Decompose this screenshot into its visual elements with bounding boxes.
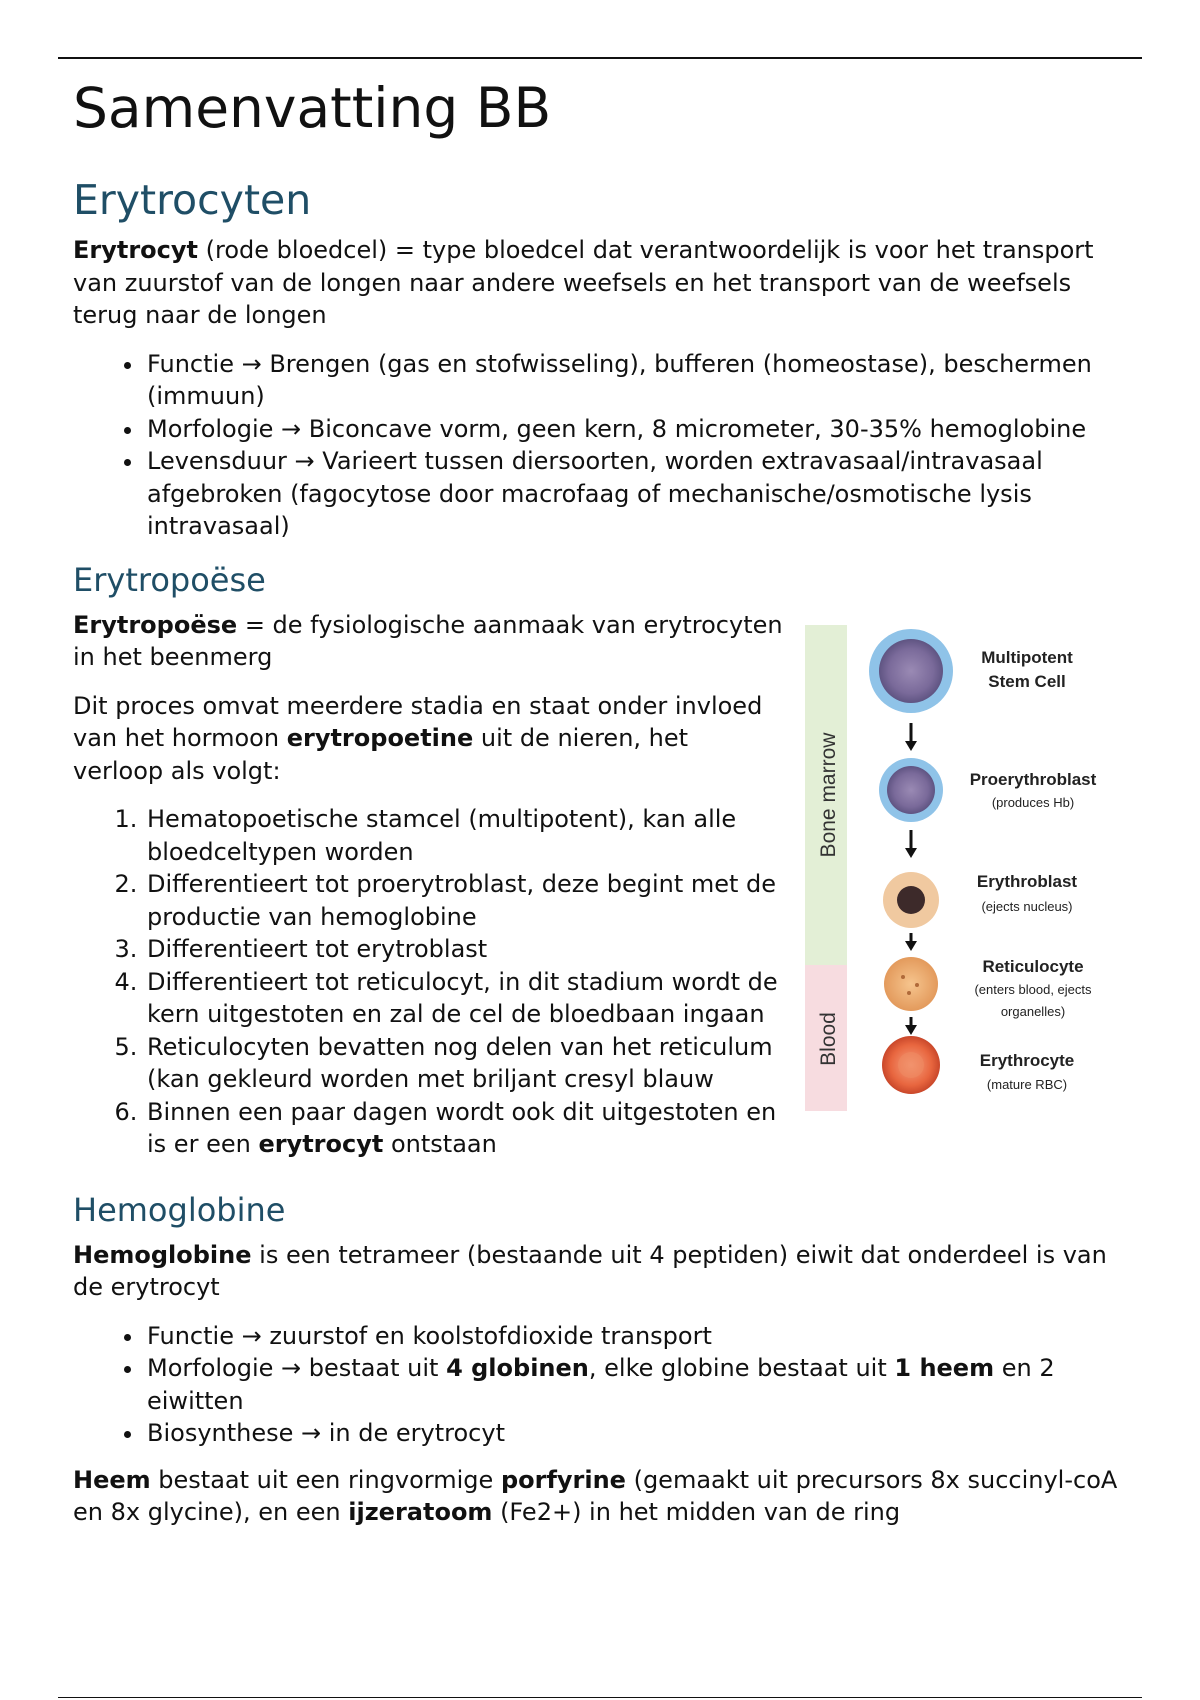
top-rule: [58, 57, 1142, 59]
erytrocyt-bullet-list: [73, 348, 1133, 543]
list-item: 2. Differentieert tot proerytroblast, deze begint met de productie van hemoglobine: [145, 868, 1133, 933]
cell-label: Multipotent: [981, 647, 1073, 667]
cell-note: (produces Hb): [991, 794, 1075, 810]
cell-note: (mature RBC): [986, 1076, 1068, 1092]
section-heading-erytropoese: Erytropoëse: [73, 560, 266, 599]
erytrocyt-definition: Erytrocyt (rode bloedcel) = type bloedcel dat verantwoordelijk is voor het transport van zuurstof van de longen naar andere weefsels en het transport van de weefsels terug naar de longen: [73, 236, 1094, 329]
erytropoese-process-intro: Dit proces omvat meerdere stadia en staat onder invloed van het hormoon erytropoetine uit de nieren, het verloop als volgt:: [73, 691, 763, 785]
cell-note: (ejects nucleus): [981, 898, 1073, 914]
reticulocyte-icon: [884, 957, 938, 1011]
list-item: • Morfologie → Biconcave vorm, geen kern, 8 micrometer, 30-35% hemoglobine: [145, 413, 1133, 446]
erythropoiesis-diagram: [805, 625, 1125, 1111]
list-item: 4. Differentieert tot reticulocyt, in dit stadium wordt de kern uitgestoten en zal de cel de bloedbaan ingaan: [145, 966, 1133, 1031]
document-page: [73, 66, 1133, 1545]
cell-label: Erythroblast: [976, 871, 1078, 891]
bottom-rule: [58, 1697, 1142, 1698]
list-item: 6. Binnen een paar dagen wordt ook dit uitgestoten en is er een erytrocyt ontstaan: [145, 1096, 1133, 1161]
heem-description: Heem bestaat uit een ringvormige porfyrine (gemaakt uit precursors 8x succinyl-coA en 8x glycine), en een ijzeratoom (Fe2+) in het midden van de ring: [73, 1465, 1118, 1526]
hemoglobine-definition: Hemoglobine is een tetrameer (bestaande uit 4 peptiden) eiwit dat onderdeel is van de erytrocyt: [73, 1240, 1107, 1301]
section-heading-hemoglobine: Hemoglobine: [73, 1190, 286, 1229]
list-item: • Functie → zuurstof en koolstofdioxide transport: [145, 1320, 1133, 1353]
hemoglobine-bullet-list: [73, 1320, 1133, 1450]
list-item: • Morfologie → bestaat uit 4 globinen, elke globine bestaat uit 1 heem en 2 eiwitten: [145, 1352, 1133, 1417]
list-item: 1. Hematopoetische stamcel (multipotent), kan alle bloedceltypen worden: [145, 803, 1133, 868]
list-item: 3. Differentieert tot erytroblast: [145, 933, 1133, 966]
cell-label: Proerythroblast: [969, 769, 1097, 789]
cell-label: Erythrocyte: [979, 1050, 1075, 1070]
section-heading-erytrocyten: Erytrocyten: [73, 176, 312, 224]
cell-label: Reticulocyte: [982, 956, 1084, 976]
cell-note: (enters blood, ejects: [974, 981, 1092, 997]
document-title: Samenvatting BB: [73, 76, 552, 140]
blood-label: Blood: [817, 1011, 840, 1066]
list-item: • Functie → Brengen (gas en stofwisseling), bufferen (homeostase), beschermen (immuun): [145, 348, 1133, 413]
erytropoese-definition: Erytropoëse = de fysiologische aanmaak van erytrocyten in het beenmerg: [73, 610, 783, 671]
cell-label: Stem Cell: [988, 671, 1066, 691]
erythropoiesis-figure: [805, 625, 1125, 1111]
list-item: 5. Reticulocyten bevatten nog delen van het reticulum (kan gekleurd worden met briljant cresyl blauw: [145, 1031, 1133, 1096]
list-item: • Levensduur → Varieert tussen diersoorten, worden extravasaal/intravasaal afgebroken (fagocytose door macrofaag of mechanische/osmotische lysis intravasaal): [145, 445, 1133, 543]
erytrocyt-term: Erytrocyt: [73, 236, 199, 264]
bone-marrow-label: Bone marrow: [817, 732, 840, 857]
list-item: • Biosynthese → in de erytrocyt: [145, 1417, 1133, 1450]
cell-note: organelles): [1000, 1003, 1066, 1019]
